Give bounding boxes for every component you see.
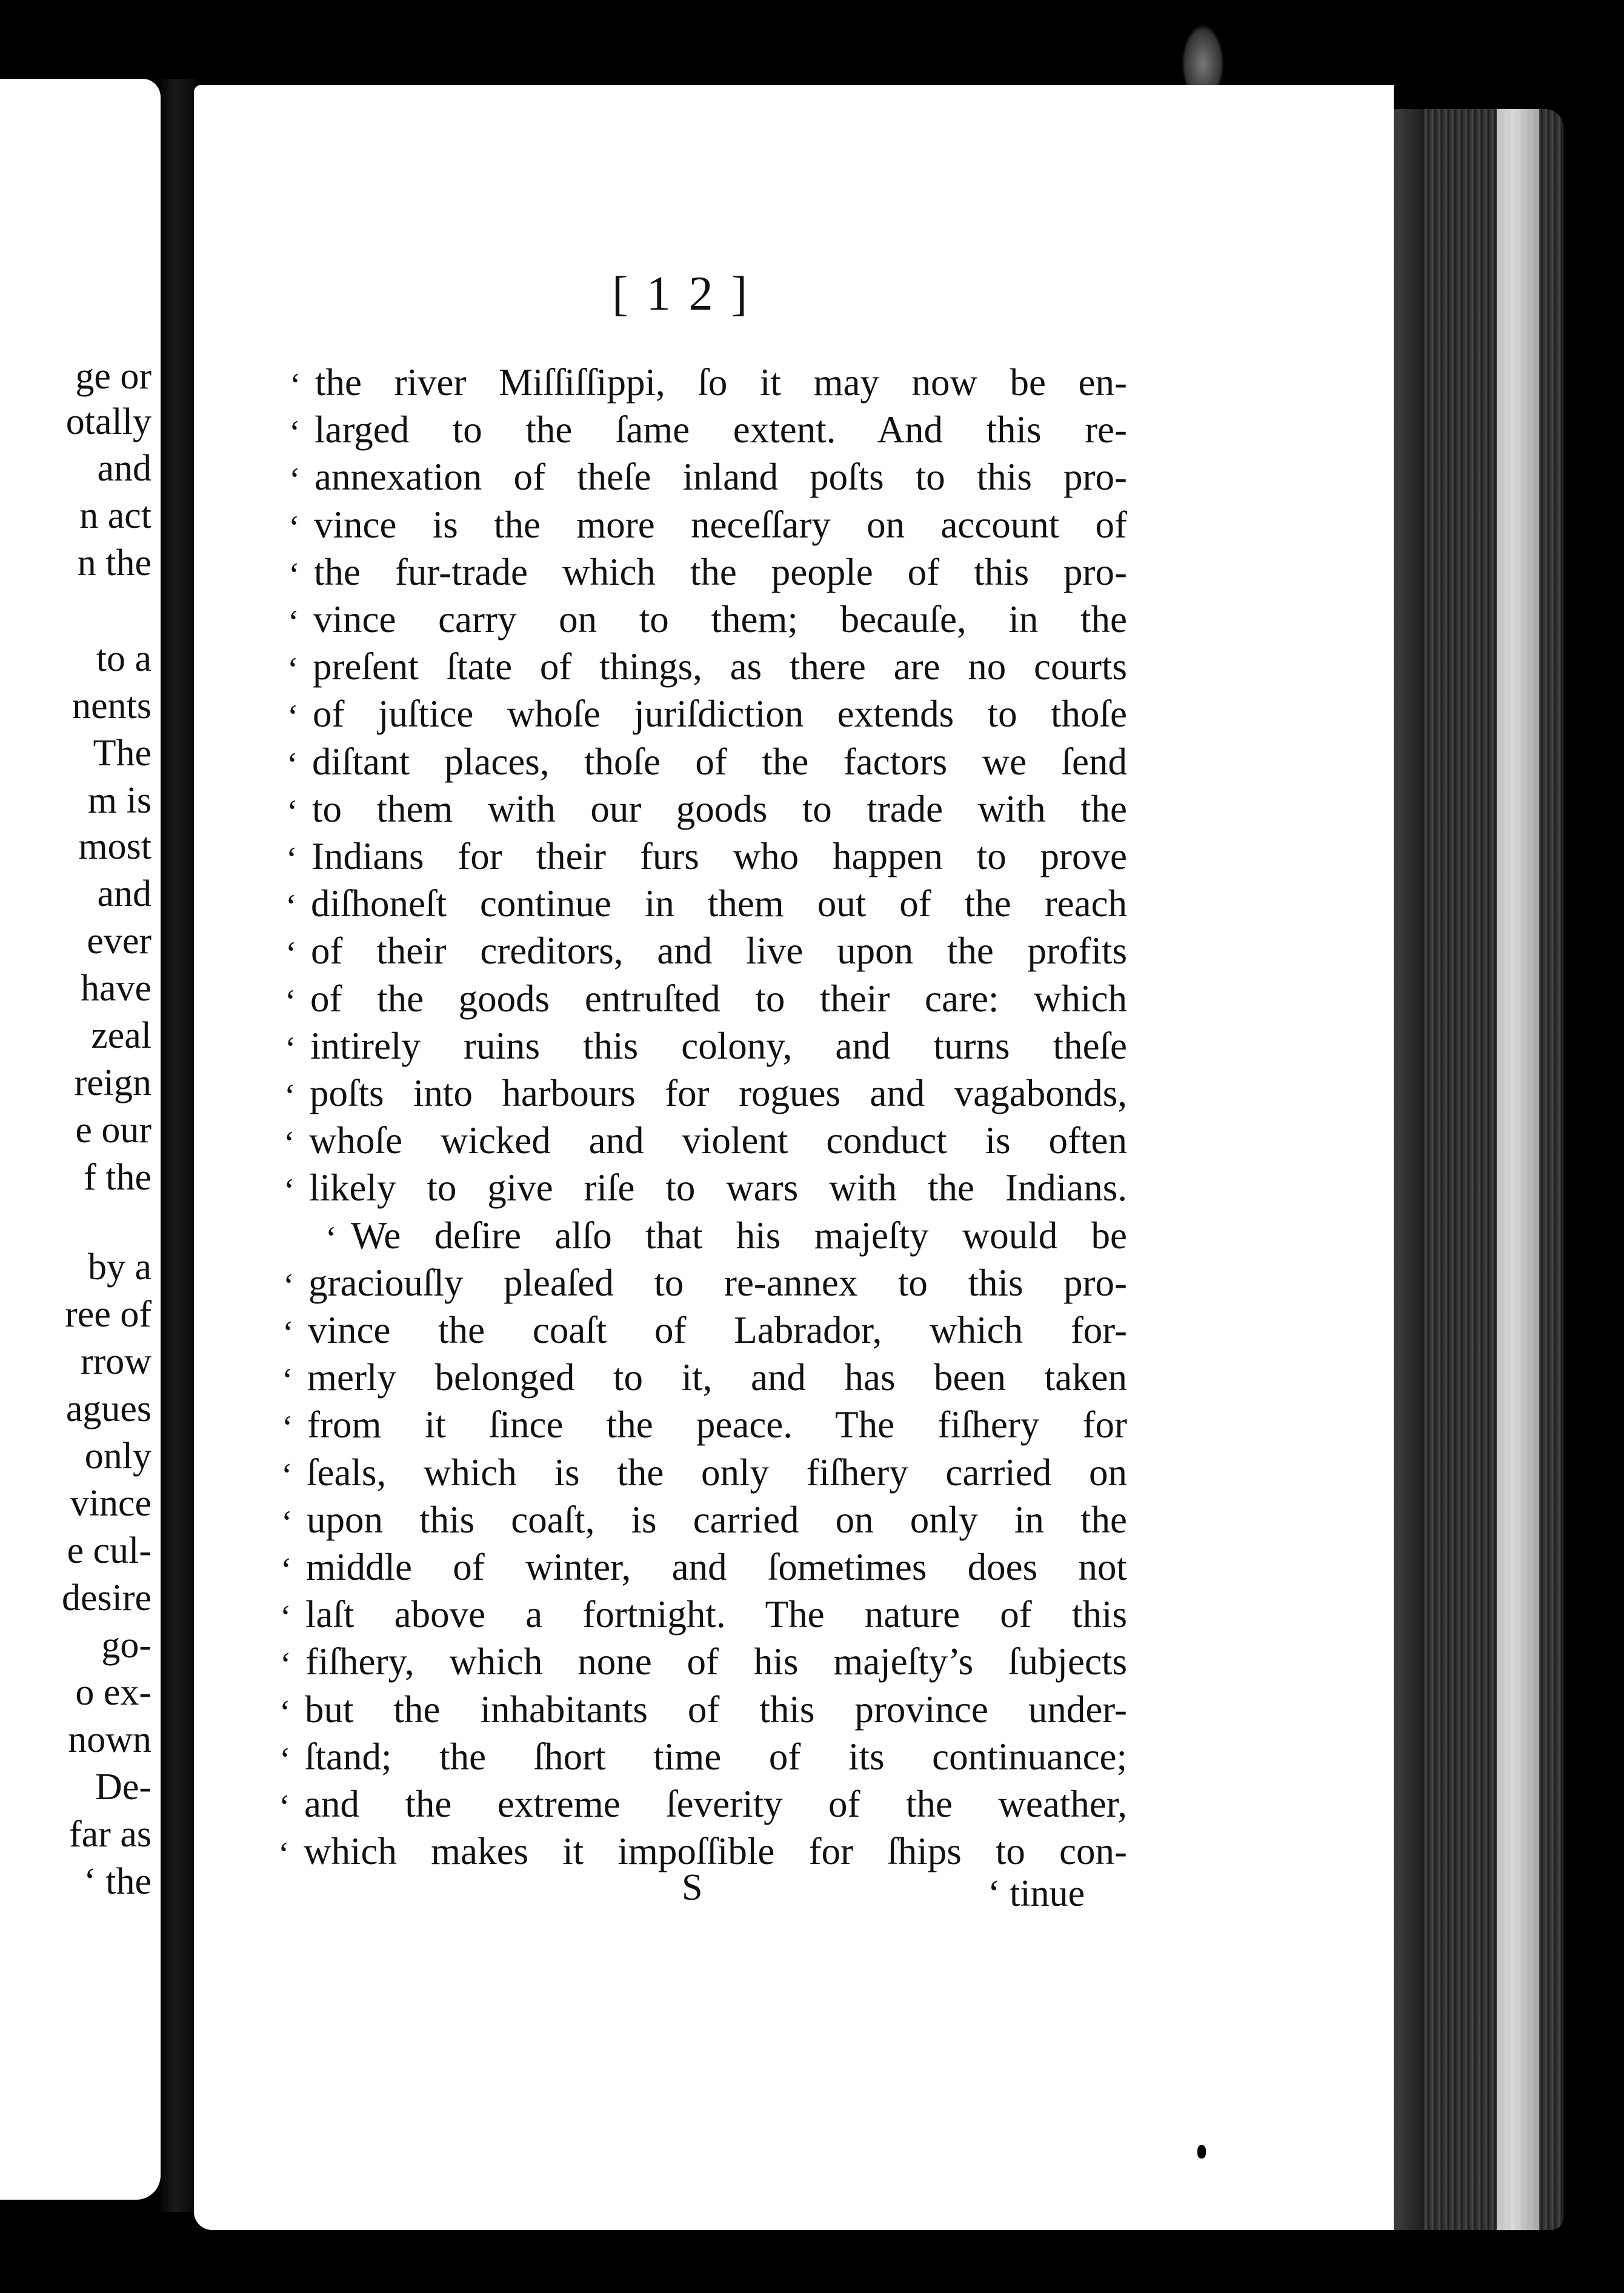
text-line: poſts into harbours for rogues and vagabonds, <box>310 1072 1127 1114</box>
left-page-line: go- <box>101 1625 151 1666</box>
left-page-line: zeal <box>91 1015 151 1056</box>
left-page-line: nown <box>68 1719 151 1760</box>
left-page-line: reign <box>74 1062 151 1103</box>
text-line: whoſe wicked and violent conduct is often <box>309 1119 1127 1162</box>
quote-mark: ‘ <box>286 840 298 878</box>
text-line: middle of winter, and ſometimes does not <box>306 1546 1127 1588</box>
left-page-line: nents <box>72 685 151 727</box>
left-page-line: e cul- <box>67 1530 151 1571</box>
quote-mark: ‘ <box>278 1835 290 1874</box>
left-page-line: only <box>84 1436 151 1477</box>
text-line: vince the coaſt of Labrador, which for- <box>308 1309 1127 1351</box>
text-line: annexation of theſe inland poſts to this pro- <box>314 456 1127 499</box>
text-line: preſent ſtate of things, as there are no courts <box>313 645 1127 688</box>
quote-mark: ‘ <box>287 745 298 784</box>
ink-dot <box>1197 2145 1206 2158</box>
left-page-line: desire <box>61 1577 151 1619</box>
text-line: of the goods entruſted to their care: which <box>310 977 1127 1020</box>
book-gutter <box>161 79 197 2212</box>
text-line: Indians for their furs who happen to prove <box>311 835 1127 877</box>
text-line: ſeals, which is the only fiſhery carried on <box>307 1451 1127 1494</box>
left-page-line: n the <box>77 542 151 584</box>
quote-mark: ‘ <box>285 982 296 1020</box>
text-line: of juſtice whoſe juriſdiction extends to thoſe <box>313 693 1127 736</box>
left-page-line: and <box>97 448 151 489</box>
left-page-line: ever <box>87 920 151 962</box>
quote-mark: ‘ <box>282 1314 294 1352</box>
left-page-line: The <box>93 733 151 774</box>
text-line: likely to give riſe to wars with the Indians. <box>309 1166 1127 1210</box>
quote-mark: ‘ <box>280 1646 291 1684</box>
text-line: laſt above a fortnight. The nature of this <box>305 1593 1127 1636</box>
text-line: intirely ruins this colony, and turns theſe <box>310 1024 1127 1067</box>
left-page-line: n act <box>79 495 151 536</box>
left-page-line: agues <box>65 1388 151 1429</box>
page-header <box>612 267 765 322</box>
left-page-line: rrow <box>80 1341 151 1382</box>
quote-mark: ‘ <box>285 888 297 926</box>
quote-mark: ‘ <box>284 1125 295 1163</box>
quote-mark: ‘ <box>283 1266 295 1305</box>
text-line: fiſhery, which none of his majeſty’s ſubjects <box>305 1640 1127 1683</box>
page-number: 12 <box>646 267 731 321</box>
text-line: We deſire alſo that his majeſty would be <box>351 1214 1127 1257</box>
left-page-line: by a <box>87 1246 151 1288</box>
quote-mark: ‘ <box>281 1503 293 1542</box>
quote-mark: ‘ <box>279 1740 291 1779</box>
quote-mark: ‘ <box>282 1362 293 1400</box>
quote-mark: ‘ <box>288 508 300 547</box>
left-page-line: m is <box>87 780 151 821</box>
quote-mark: ‘ <box>325 1219 337 1257</box>
text-line: vince carry on to them; becauſe, in the <box>313 598 1127 641</box>
left-page-line: to a <box>96 638 151 679</box>
left-page-line: f the <box>84 1157 151 1198</box>
text-line: diſtant places, thoſe of the factors we ſend <box>312 740 1127 783</box>
text-line: which makes it impoſſible for ſhips to con- <box>304 1830 1127 1873</box>
left-page-line: most <box>78 826 151 867</box>
left-page-line: ree of <box>65 1294 151 1335</box>
quote-mark: ‘ <box>279 1693 291 1731</box>
quote-mark: ‘ <box>279 1788 290 1826</box>
text-line: from it ſince the peace. The fiſhery for <box>307 1403 1127 1446</box>
left-page-line: far as <box>69 1814 151 1855</box>
text-line: the river Miſſiſſippi, ſo it may now be en- <box>315 361 1127 404</box>
text-line: diſhoneſt continue in them out of the reach <box>311 882 1127 925</box>
quote-mark: ‘ <box>290 367 301 404</box>
quote-mark: ‘ <box>284 1172 295 1210</box>
quote-mark: ‘ <box>287 793 298 831</box>
left-page-line: ‘ the <box>84 1861 151 1902</box>
left-page-line: have <box>80 968 151 1009</box>
quote-mark: ‘ <box>287 651 299 689</box>
text-line: ſtand; the ſhort time of its continuance; <box>305 1735 1127 1778</box>
quote-mark: ‘ <box>288 604 299 641</box>
text-line: the fur-trade which the people of this pro- <box>314 550 1127 593</box>
left-page-line: ge or <box>75 356 151 397</box>
quote-mark: ‘ <box>284 1077 296 1115</box>
left-page-line: and <box>97 873 151 914</box>
quote-mark: ‘ <box>281 1551 292 1589</box>
left-page-line: De- <box>95 1766 151 1808</box>
quote-mark: ‘ <box>289 414 301 452</box>
quote-mark: ‘ <box>280 1599 291 1637</box>
quote-mark: ‘ <box>289 461 301 499</box>
text-line: larged to the ſame extent. And this re- <box>314 408 1127 451</box>
left-page-line: o ex- <box>75 1672 151 1713</box>
left-page-line: vince <box>70 1483 151 1524</box>
text-line: of their creditors, and live upon the profits <box>311 930 1127 973</box>
signature-mark: S <box>682 1867 703 1908</box>
quote-mark: ‘ <box>287 698 299 736</box>
text-line: graciouſly pleaſed to re-annex to this pro- <box>308 1261 1127 1304</box>
catchword: ‘ tinue <box>988 1873 1085 1914</box>
text-line: to them with our goods to trade with the <box>312 787 1127 830</box>
text-line: upon this coaſt, is carried on only in the <box>307 1498 1127 1541</box>
left-page-line: e our <box>75 1110 151 1151</box>
text-line: and the extreme ſeverity of the weather, <box>304 1783 1127 1825</box>
quote-mark: ‘ <box>281 1456 293 1494</box>
text-line: but the inhabitants of this province under- <box>305 1688 1127 1731</box>
text-line: merly belonged to it, and has been taken <box>307 1356 1127 1399</box>
left-page-line: otally <box>65 401 151 442</box>
text-line: vince is the more neceſſary on account of <box>314 503 1127 546</box>
header-left-bracket: [ <box>612 267 647 321</box>
header-right-bracket: ] <box>731 267 766 321</box>
quote-mark: ‘ <box>285 935 297 973</box>
quote-mark: ‘ <box>285 1030 296 1068</box>
quote-mark: ‘ <box>282 1409 293 1447</box>
quote-mark: ‘ <box>288 556 300 594</box>
